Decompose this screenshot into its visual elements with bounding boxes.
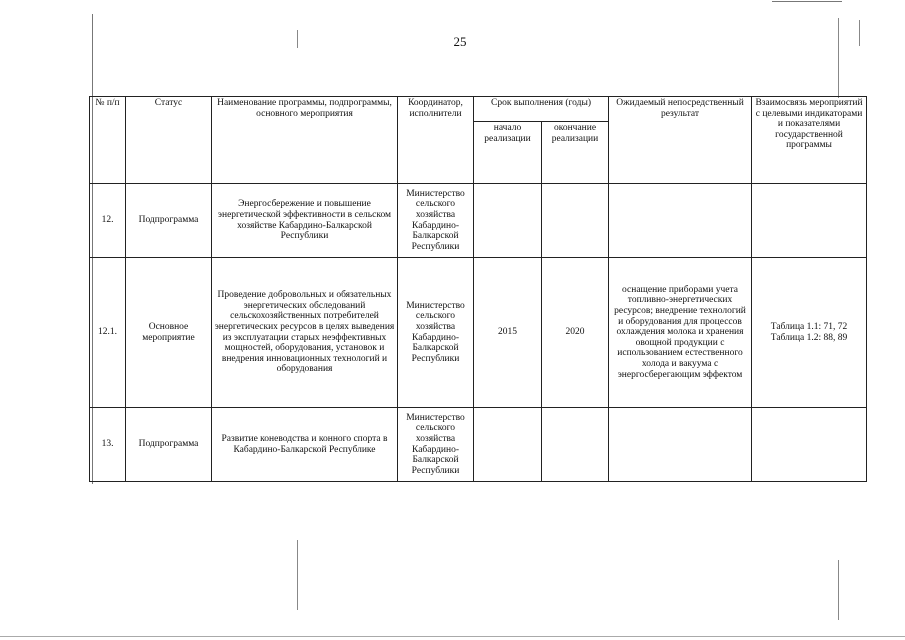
row-link (752, 184, 867, 258)
header-link: Взаимосвязь мероприятий с целевыми индикаторами и показателями государственной программы (752, 97, 867, 184)
header-start: начало реализации (474, 122, 542, 184)
scan-top-right-mark (772, 1, 842, 2)
header-period: Срок выполнения (годы) (474, 97, 609, 122)
row-end (542, 408, 609, 482)
row-end (542, 184, 609, 258)
row-name: Проведение добровольных и обязательных энергетических обследований сельскохозяйственных потребителей энергетических ресурсов в целях выведения из эксплуатации старых неэффективных мощностей, оборудования, установок и внедрения инновационных технологий и оборудования (212, 258, 398, 408)
header-end: окончание реализации (542, 122, 609, 184)
table-row (90, 184, 867, 258)
header-status: Статус (126, 97, 212, 184)
table-row (90, 258, 867, 408)
row-coordinator: Министерство сельского хозяйства Кабардино-Балкарской Республики (398, 258, 474, 408)
row-link (752, 408, 867, 482)
header-coordinator: Координатор, исполнители (398, 97, 474, 184)
header-num: № п/п (90, 97, 126, 184)
row-link: Таблица 1.1: 71, 72 Таблица 1.2: 88, 89 (752, 258, 867, 408)
header-name: Наименование программы, подпрограммы, основного мероприятия (212, 97, 398, 184)
table-row (90, 408, 867, 482)
scan-bottom-line (0, 636, 905, 637)
row-name: Развитие коневодства и конного спорта в Кабардино-Балкарской Республике (212, 408, 398, 482)
program-table (89, 96, 867, 482)
row-start: 2015 (474, 258, 542, 408)
row-coordinator: Министерство сельского хозяйства Кабардино-Балкарской Республики (398, 408, 474, 482)
row-start (474, 408, 542, 482)
row-end: 2020 (542, 258, 609, 408)
row-start (474, 184, 542, 258)
scan-center-dash (297, 30, 298, 48)
scan-right-dash (838, 18, 839, 98)
page-number: 25 (453, 34, 467, 49)
scan-right-dash (838, 560, 839, 620)
scan-center-dash (297, 540, 298, 610)
row-result (609, 408, 752, 482)
row-num: 12. (90, 184, 126, 258)
header-result: Ожидаемый непосредственный результат (609, 97, 752, 184)
row-num: 12.1. (90, 258, 126, 408)
row-name: Энергосбережение и повышение энергетической эффективности в сельском хозяйстве Кабардино-Балкарской Республики (212, 184, 398, 258)
row-result: оснащение приборами учета топливно-энергетических ресурсов; внедрение технологий и оборудования для процессов охлаждения молока и хранения овощной продукции с использованием естественного холода и вакуума с энергосберегающим эффектом (609, 258, 752, 408)
scan-right-dash (859, 20, 860, 46)
row-num: 13. (90, 408, 126, 482)
row-status: Подпрограмма (126, 408, 212, 482)
row-status: Основное мероприятие (126, 258, 212, 408)
row-coordinator: Министерство сельского хозяйства Кабардино-Балкарской Республики (398, 184, 474, 258)
row-status: Подпрограмма (126, 184, 212, 258)
row-result (609, 184, 752, 258)
table-header-row (90, 97, 867, 122)
